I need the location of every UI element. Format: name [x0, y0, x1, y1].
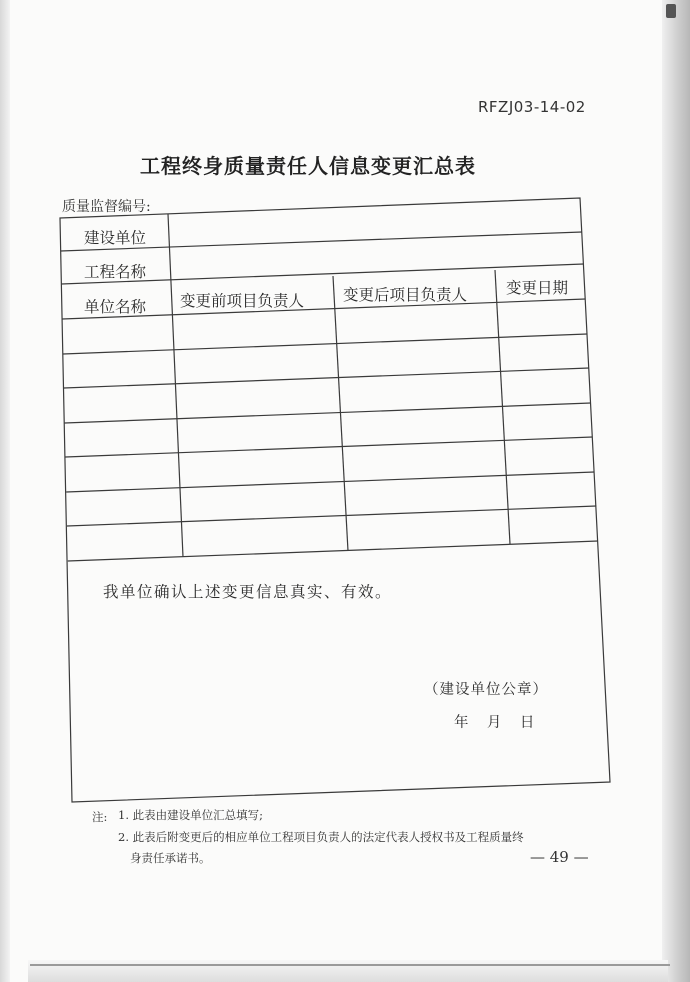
monitor-number-label: 质量监督编号:: [62, 199, 151, 215]
note-line-3: 身责任承诺书。: [130, 851, 211, 865]
row-line: [63, 334, 587, 354]
row-line: [65, 403, 591, 423]
row-line: [66, 472, 594, 492]
note-line-2: 2. 此表后附变更后的相应单位工程项目负责人的法定代表人授权书及工程质量终: [118, 830, 524, 844]
date-line: 年 月 日: [454, 715, 535, 731]
row-line: [64, 368, 589, 388]
form-code: RFZJ03-14-02: [478, 98, 586, 116]
header-before-manager: 变更前项目负责人: [180, 292, 305, 310]
construction-unit-label: 建设单位: [84, 229, 147, 247]
header-unit-name: 单位名称: [84, 298, 147, 316]
row-line: [67, 506, 596, 526]
seal-label: （建设单位公章）: [424, 682, 548, 698]
note-line-1: 1. 此表由建设单位汇总填写;: [118, 808, 264, 822]
page-number: — 49 —: [530, 848, 589, 866]
col-line: [168, 214, 183, 557]
note-label: 注:: [92, 810, 108, 824]
page-title: 工程终身质量责任人信息变更汇总表: [140, 154, 476, 178]
confirmation-statement: 我单位确认上述变更信息真实、有效。: [103, 583, 393, 601]
row-line: [68, 541, 598, 561]
col-line: [333, 276, 348, 551]
project-name-label: 工程名称: [84, 263, 147, 281]
header-change-date: 变更日期: [506, 279, 569, 297]
header-after-manager: 变更后项目负责人: [343, 286, 468, 304]
row-line: [65, 437, 592, 457]
